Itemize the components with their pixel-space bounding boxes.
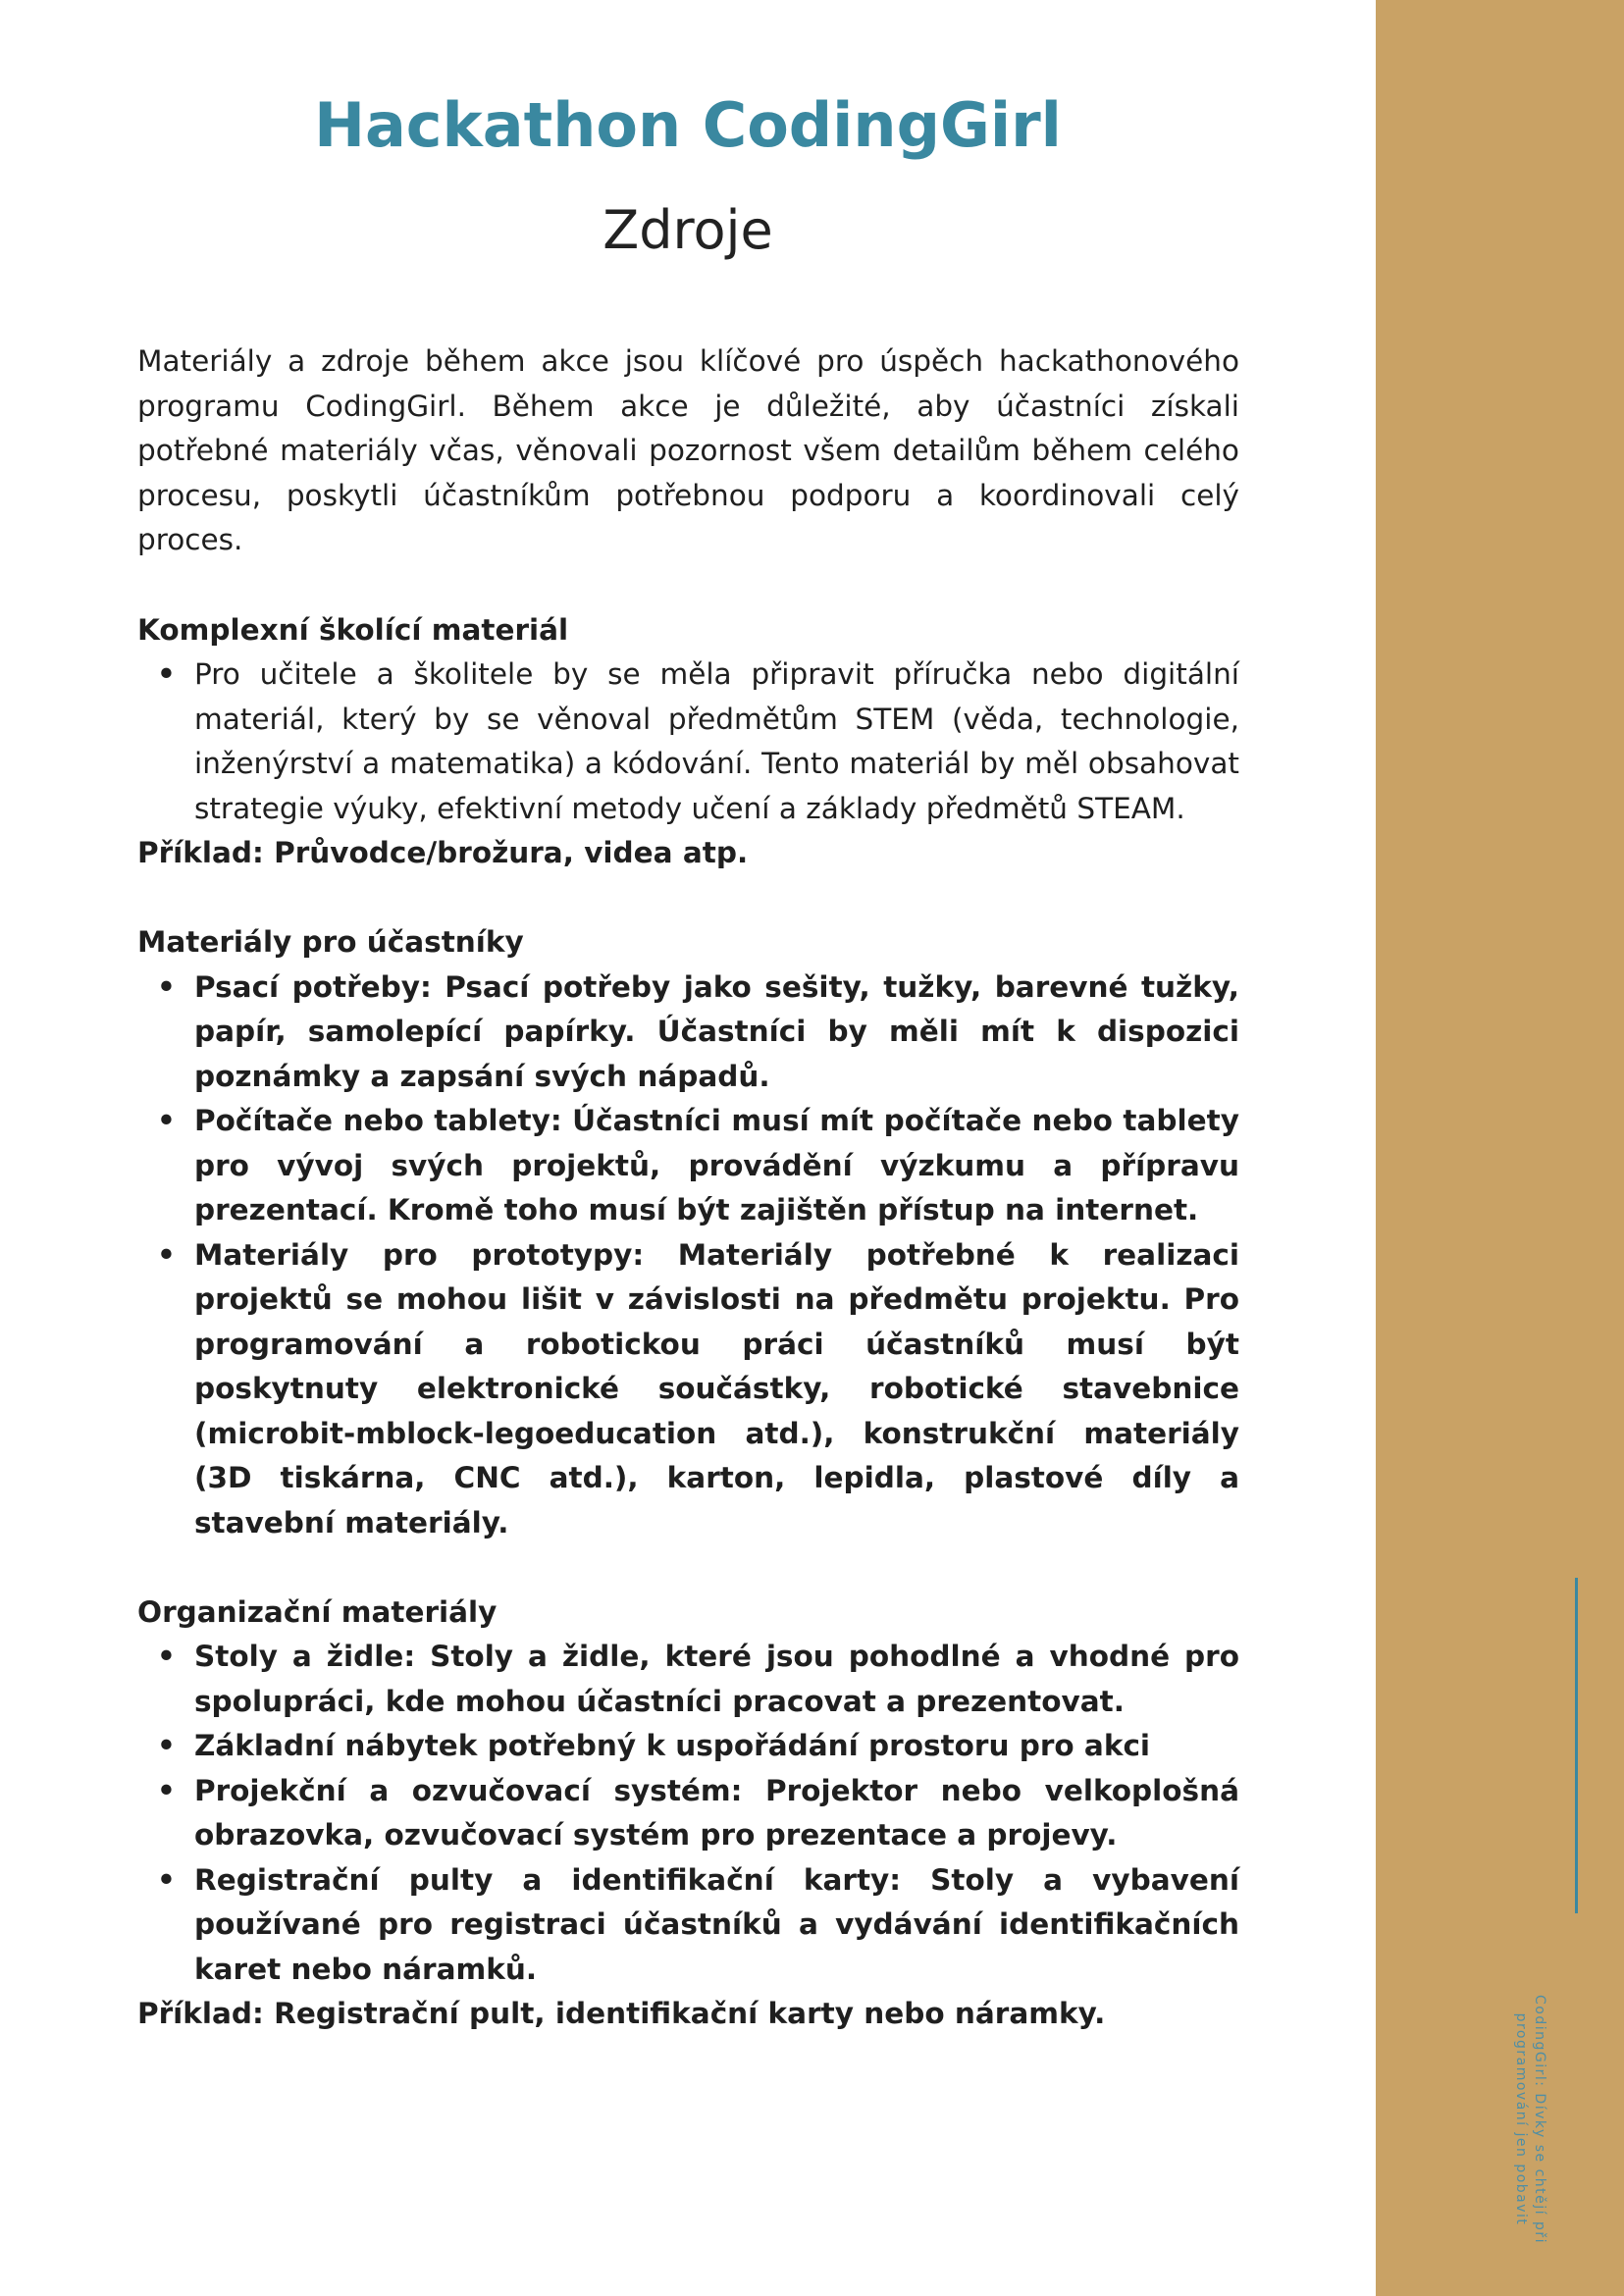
list-item (137, 965, 1239, 1100)
list-item-text: Počítače nebo tablety: Účastníci musí mít počítače nebo tablety pro vývoj svých projektů, provádění výzkumu a přípravu prezentací. Kromě toho musí být zajištěn přístup na internet. (194, 1104, 1239, 1226)
spacer (137, 1545, 1239, 1591)
page-subtitle: Zdroje (602, 199, 773, 261)
participants-list (137, 965, 1239, 1546)
list-item-text: Registrační pulty a identifikační karty: Stoly a vybavení používané pro registraci účastníků a vydávání identifikačních karet nebo náramků. (194, 1862, 1239, 1986)
section-example-training: Příklad: Průvodce/brožura, videa atp. (137, 836, 749, 869)
section-heading-participants: Materiály pro účastníky (137, 925, 524, 959)
list-item (137, 1635, 1239, 1724)
list-item (137, 1858, 1239, 1993)
organization-list (137, 1635, 1239, 1992)
list-item (137, 1724, 1239, 1769)
sidebar-accent-line (1575, 1578, 1578, 1913)
list-item-text: Materiály pro prototypy: Materiály potřebné k realizaci projektů se mohou lišit v závislosti na předmětu projektu. Pro programování a robotickou práci účastníků musí být poskytnuty elektronické součástky, robotické stavebnice (microbit-mblock-legoeducation atd.), konstrukční materiály (3D tiskárna, CNC atd.), karton, lepidla, plastové díly a stavební materiály. (194, 1237, 1239, 1539)
list-item (137, 1769, 1239, 1858)
training-list (137, 652, 1239, 831)
list-item-text: Stoly a židle: Stoly a židle, které jsou pohodlné a vhodné pro spolupráci, kde mohou účastníci pracovat a prezentovat. (194, 1640, 1239, 1718)
bullet-icon: • (157, 657, 176, 691)
bullet-icon: • (157, 1104, 176, 1137)
list-item (137, 652, 1239, 831)
bullet-icon: • (157, 969, 176, 1004)
bullet-icon: • (157, 1237, 176, 1272)
document-body (137, 339, 1239, 2037)
intro-paragraph: Materiály a zdroje během akce jsou klíčové pro úspěch hackathonového programu CodingGirl. Během akce je důležité, aby účastníci získali potřebné materiály včas, věnovali pozornost všem detailům během celého procesu, poskytli účastníkům potřebnou podporu a koordinovali celý proces. (137, 344, 1239, 556)
list-item-text: Pro učitele a školitele by se měla připravit příručka nebo digitální materiál, který by se věnoval předmětům STEM (věda, technologie, inženýrství a matematika) a kódování. Tento materiál by měl obsahovat strategie výuky, efektivní metody učení a základy předmětů STEAM. (194, 657, 1239, 825)
list-item-text: Základní nábytek potřebný k uspořádání prostoru pro akci (194, 1729, 1151, 1762)
sidebar-caption: CodingGirl: Dívky se chtějí při programování jen pobavit (1513, 1994, 1547, 2245)
section-heading-organization: Organizační materiály (137, 1594, 498, 1629)
spacer (137, 876, 1239, 921)
list-item (137, 1233, 1239, 1546)
list-item (137, 1099, 1239, 1233)
list-item-text: Projekční a ozvučovací systém: Projektor nebo velkoplošná obrazovka, ozvučovací systém pro prezentace a projevy. (194, 1773, 1239, 1852)
bullet-icon: • (157, 1773, 176, 1807)
bullet-icon: • (157, 1729, 176, 1762)
bullet-icon: • (157, 1862, 176, 1897)
list-item-text: Psací potřeby: Psací potřeby jako sešity, tužky, barevné tužky, papír, samolepící papírky. Účastníci by měli mít k dispozici poznámky a zapsání svých nápadů. (194, 969, 1239, 1093)
section-heading-training: Komplexní školící materiál (137, 612, 569, 647)
section-example-organization: Příklad: Registrační pult, identifikační karty nebo náramky. (137, 1997, 1106, 2030)
bullet-icon: • (157, 1640, 176, 1673)
page-title: Hackathon CodingGirl (314, 89, 1062, 161)
